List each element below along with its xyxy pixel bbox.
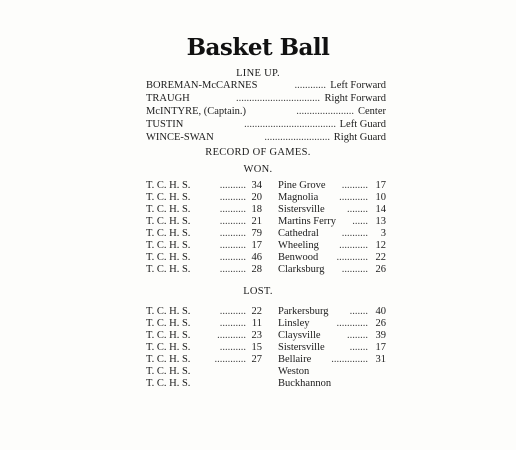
- game-row: [0, 180, 516, 192]
- leader-dots: ............: [294, 80, 326, 91]
- home-team: T. C. H. S.: [146, 306, 191, 317]
- game-row: [0, 228, 516, 240]
- opponent-name: Sistersville: [278, 342, 325, 353]
- leader-dots: ..........: [219, 252, 246, 263]
- home-score: 28: [251, 264, 262, 275]
- opponent-score: 3: [380, 228, 386, 239]
- game-row: [0, 216, 516, 228]
- leader-dots: ............: [336, 252, 368, 263]
- opponent-score: 12: [375, 240, 386, 251]
- home-team: T. C. H. S.: [146, 180, 191, 191]
- game-row: [0, 354, 516, 366]
- home-score: 17: [251, 240, 262, 251]
- home-team: T. C. H. S.: [146, 192, 191, 203]
- opponent-name: Buckhannon: [278, 378, 332, 389]
- opponent-score: 13: [375, 216, 386, 227]
- leader-dots: ..........: [341, 180, 368, 191]
- opponent-score: 26: [375, 318, 386, 329]
- leader-dots: ..............: [331, 354, 368, 365]
- leader-dots: ........: [347, 204, 368, 215]
- home-team: T. C. H. S.: [146, 366, 191, 377]
- opponent-name: Sistersville: [278, 204, 325, 215]
- leader-dots: ...................................: [244, 119, 336, 130]
- leader-dots: ......................: [296, 106, 354, 117]
- home-team: T. C. H. S.: [146, 240, 191, 251]
- home-score: 27: [251, 354, 262, 365]
- record-heading: RECORD OF GAMES.: [205, 147, 311, 158]
- opponent-name: Martins Ferry: [278, 216, 337, 227]
- home-team: T. C. H. S.: [146, 252, 191, 263]
- home-score: 20: [251, 192, 262, 203]
- won-heading: WON.: [243, 164, 273, 175]
- player-name: McINTYRE, (Captain.): [146, 106, 247, 117]
- home-team: T. C. H. S.: [146, 204, 191, 215]
- leader-dots: .......: [349, 342, 368, 353]
- home-team: T. C. H. S.: [146, 318, 191, 329]
- game-row: [0, 240, 516, 252]
- leader-dots: ......: [352, 216, 368, 227]
- opponent-score: 17: [375, 342, 386, 353]
- home-team: T. C. H. S.: [146, 216, 191, 227]
- leader-dots: ............: [214, 354, 246, 365]
- opponent-score: 22: [375, 252, 386, 263]
- game-row: [0, 378, 516, 390]
- home-score: 34: [251, 180, 262, 191]
- leader-dots: ...........: [339, 192, 368, 203]
- player-name: TRAUGH: [146, 93, 190, 104]
- leader-dots: ........: [347, 330, 368, 341]
- home-score: 23: [251, 330, 262, 341]
- player-name: TUSTIN: [146, 119, 184, 130]
- leader-dots: ..........: [341, 264, 368, 275]
- home-score: 22: [251, 306, 262, 317]
- opponent-name: Wheeling: [278, 240, 319, 251]
- game-row: [0, 306, 516, 318]
- opponent-name: Linsley: [278, 318, 310, 329]
- home-team: T. C. H. S.: [146, 330, 191, 341]
- opponent-score: 17: [375, 180, 386, 191]
- home-team: T. C. H. S.: [146, 354, 191, 365]
- leader-dots: ............: [336, 318, 368, 329]
- lineup-heading: LINE UP.: [236, 68, 280, 79]
- player-position: Left Guard: [339, 119, 386, 130]
- opponent-name: Weston: [278, 366, 310, 377]
- leader-dots: ..........: [219, 204, 246, 215]
- game-row: [0, 192, 516, 204]
- opponent-score: 10: [375, 192, 386, 203]
- player-position: Left Forward: [330, 80, 386, 91]
- home-team: T. C. H. S.: [146, 378, 191, 389]
- leader-dots: ...........: [217, 330, 246, 341]
- leader-dots: ...........: [339, 240, 368, 251]
- lineup-row: [146, 119, 386, 132]
- leader-dots: ..........: [219, 318, 246, 329]
- game-row: [0, 342, 516, 354]
- player-position: Right Guard: [333, 132, 386, 143]
- leader-dots: ................................: [236, 93, 320, 104]
- home-score: 46: [251, 252, 262, 263]
- home-score: 18: [251, 204, 262, 215]
- game-row: [0, 318, 516, 330]
- leader-dots: .........................: [264, 132, 330, 143]
- leader-dots: ..........: [341, 228, 368, 239]
- leader-dots: ..........: [219, 228, 246, 239]
- opponent-name: Bellaire: [278, 354, 312, 365]
- game-row: [0, 264, 516, 276]
- game-row: [0, 204, 516, 216]
- player-name: WINCE-SWAN: [146, 132, 214, 143]
- lineup-row: [146, 106, 386, 119]
- home-score: 79: [251, 228, 262, 239]
- opponent-score: 26: [375, 264, 386, 275]
- leader-dots: ..........: [219, 306, 246, 317]
- leader-dots: ..........: [219, 342, 246, 353]
- leader-dots: ..........: [219, 240, 246, 251]
- leader-dots: ..........: [219, 180, 246, 191]
- opponent-score: 40: [375, 306, 386, 317]
- player-name: BOREMAN-McCARNES: [146, 80, 258, 91]
- home-team: T. C. H. S.: [146, 264, 191, 275]
- leader-dots: ..........: [219, 192, 246, 203]
- lineup-row: [146, 93, 386, 106]
- leader-dots: ..........: [219, 264, 246, 275]
- leader-dots: .......: [349, 306, 368, 317]
- player-position: Center: [358, 106, 386, 117]
- home-score: 21: [251, 216, 262, 227]
- player-position: Right Forward: [324, 93, 386, 104]
- opponent-name: Cathedral: [278, 228, 319, 239]
- game-row: [0, 330, 516, 342]
- opponent-name: Claysville: [278, 330, 321, 341]
- opponent-name: Benwood: [278, 252, 319, 263]
- lineup-row: [146, 132, 386, 145]
- page-title: Basket Ball: [186, 34, 330, 61]
- leader-dots: ..........: [219, 216, 246, 227]
- lost-heading: LOST.: [243, 286, 273, 297]
- game-row: [0, 252, 516, 264]
- game-row: [0, 366, 516, 378]
- opponent-name: Magnolia: [278, 192, 319, 203]
- home-score: 11: [251, 318, 262, 329]
- home-team: T. C. H. S.: [146, 228, 191, 239]
- opponent-name: Parkersburg: [278, 306, 329, 317]
- home-score: 15: [251, 342, 262, 353]
- opponent-score: 14: [375, 204, 386, 215]
- lineup-row: [146, 80, 386, 93]
- opponent-score: 31: [375, 354, 386, 365]
- opponent-score: 39: [375, 330, 386, 341]
- opponent-name: Clarksburg: [278, 264, 325, 275]
- opponent-name: Pine Grove: [278, 180, 326, 191]
- home-team: T. C. H. S.: [146, 342, 191, 353]
